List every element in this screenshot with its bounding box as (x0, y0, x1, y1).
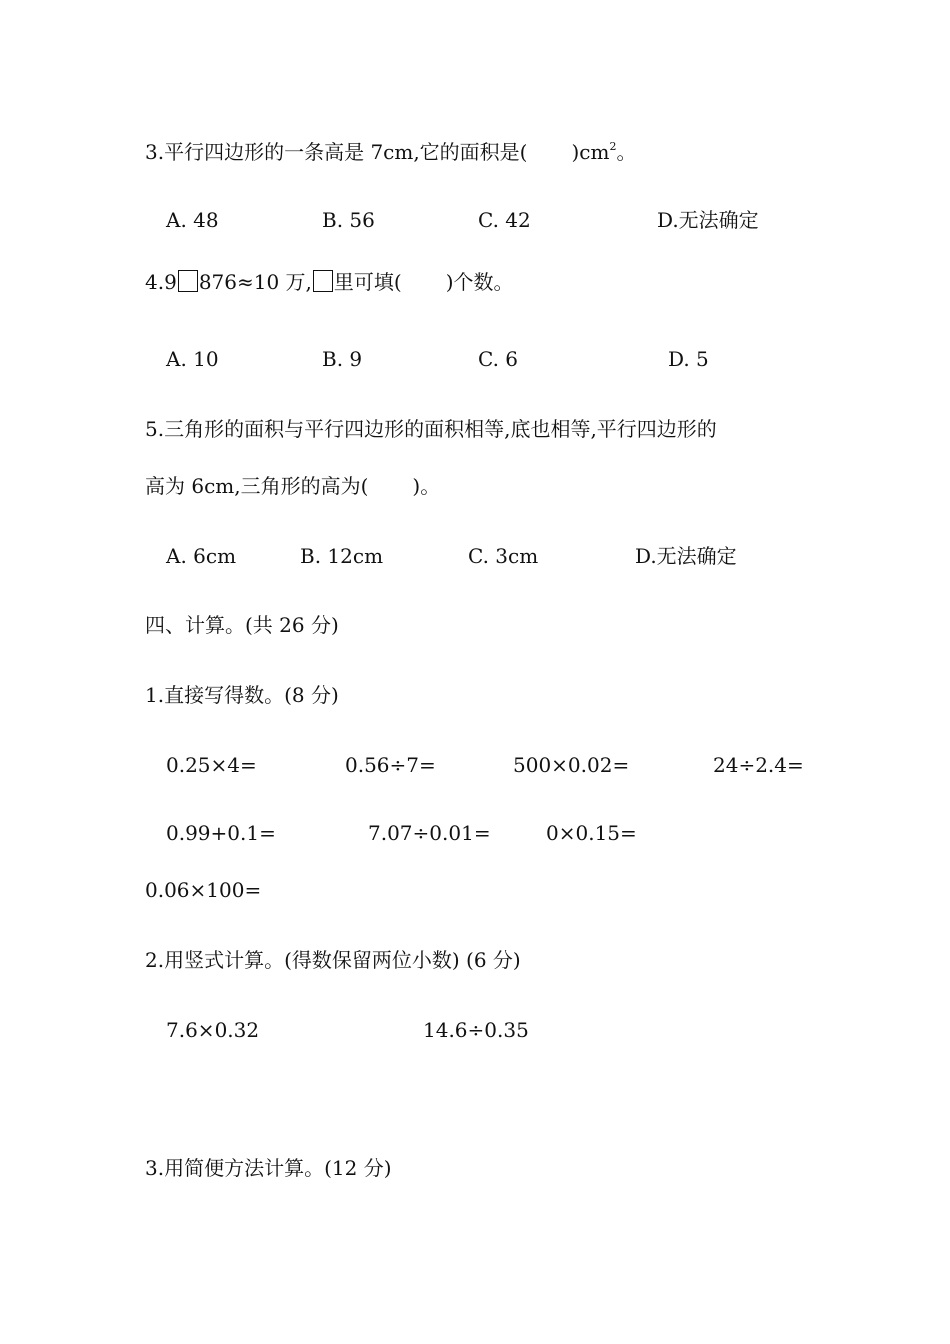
calc-item: 7.07÷0.01= (368, 821, 491, 845)
option-b: B. 9 (322, 347, 363, 371)
empty-box (313, 270, 333, 292)
empty-box (178, 270, 198, 292)
option-d: D.无法确定 (635, 544, 737, 568)
calc-item: 24÷2.4= (713, 753, 804, 777)
option-c: C. 42 (478, 208, 531, 232)
question-5-line-2 (145, 472, 440, 500)
calc-item: 0.25×4= (166, 753, 257, 777)
part-3-title: 3.用简便方法计算。(12 分) (145, 1156, 392, 1180)
question-4-prefix: 4.9 (145, 270, 177, 294)
calc-item: 0.56÷7= (345, 753, 436, 777)
option-c: C. 6 (478, 347, 519, 371)
vertical-calc-item: 14.6÷0.35 (423, 1018, 529, 1042)
option-a: A. 10 (166, 347, 219, 371)
question-5-text: 高为 6cm,三角形的高为( (145, 474, 369, 498)
vertical-calc-item: 7.6×0.32 (166, 1018, 260, 1042)
option-a: A. 48 (166, 208, 219, 232)
option-b: B. 12cm (300, 544, 384, 568)
question-4-mid: 876≈10 万, (198, 270, 312, 294)
question-3-unit: )cm (571, 140, 610, 164)
part-2-title: 2.用竖式计算。(得数保留两位小数) (6 分) (145, 948, 521, 972)
question-5-line-1: 5.三角形的面积与平行四边形的面积相等,底也相等,平行四边形的 (145, 417, 717, 441)
question-5-end: )。 (412, 474, 441, 498)
option-c: C. 3cm (468, 544, 539, 568)
question-4 (145, 268, 514, 296)
calc-item: 0.99+0.1= (166, 821, 276, 845)
calc-item: 0×0.15= (546, 821, 637, 845)
question-3-end: 。 (616, 140, 637, 164)
option-b: B. 56 (322, 208, 375, 232)
calc-item: 500×0.02= (513, 753, 630, 777)
calc-item: 0.06×100= (145, 878, 262, 902)
question-4-end: )个数。 (445, 270, 514, 294)
question-4-text: 里可填( (333, 270, 402, 294)
superscript: 2 (609, 140, 617, 153)
part-1-title: 1.直接写得数。(8 分) (145, 683, 339, 707)
question-3-text: 3.平行四边形的一条高是 7cm,它的面积是( (145, 140, 528, 164)
option-a: A. 6cm (166, 544, 237, 568)
option-d: D.无法确定 (657, 208, 759, 232)
section-title: 四、计算。(共 26 分) (145, 613, 339, 637)
option-d: D. 5 (668, 347, 709, 371)
question-3 (145, 138, 636, 166)
